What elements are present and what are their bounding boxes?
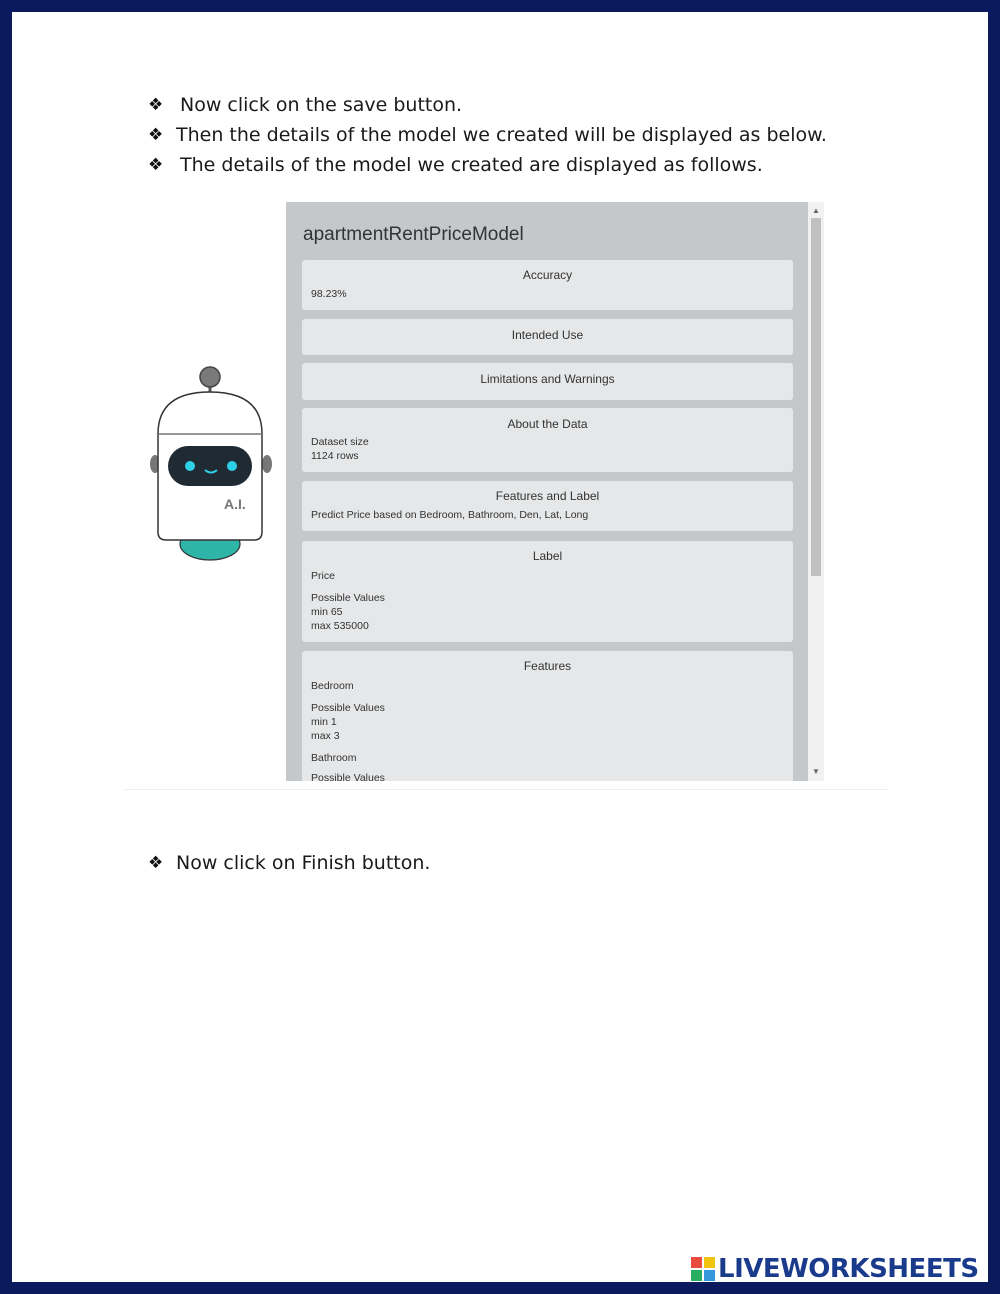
scrollbar[interactable] — [808, 202, 824, 781]
brand-logo[interactable] — [690, 1254, 979, 1284]
instruction-text: The details of the model we created are displayed as follows. — [180, 154, 763, 176]
bullet-diamond-icon: ❖ — [148, 125, 164, 145]
label-header: Label — [532, 549, 563, 563]
limitations-header: Limitations and Warnings — [480, 372, 615, 386]
dataset-size-value: 1124 rows — [311, 450, 359, 462]
instruction-item — [148, 120, 868, 150]
features-label-text: Predict Price based on Bedroom, Bathroom, Den, Lat, Long — [311, 509, 589, 521]
scroll-thumb[interactable] — [811, 218, 821, 576]
feature-possible-values-partial: Possible Values — [311, 772, 385, 781]
feature-possible-values: Possible Values — [311, 702, 385, 714]
about-data-card — [302, 408, 793, 472]
robot-illustration — [148, 364, 276, 564]
bullet-diamond-icon: ❖ — [148, 155, 164, 175]
feature-max: max 3 — [311, 730, 340, 742]
accuracy-header: Accuracy — [522, 268, 573, 282]
bullet-diamond-icon: ❖ — [148, 853, 164, 873]
instruction-item — [148, 848, 868, 878]
robot-icon — [148, 364, 276, 564]
intended-use-header: Intended Use — [511, 328, 584, 342]
scroll-down-arrow-icon[interactable]: ▼ — [812, 767, 820, 776]
robot-label: A.I. — [224, 496, 246, 512]
final-instruction-list — [148, 848, 868, 878]
about-data-header: About the Data — [507, 417, 588, 431]
features-label-card — [302, 481, 793, 531]
instruction-item — [148, 90, 868, 120]
features-header: Features — [523, 659, 572, 673]
model-title: apartmentRentPriceModel — [303, 224, 524, 245]
model-card-panel — [286, 202, 824, 781]
instruction-item — [148, 150, 868, 180]
intended-use-card[interactable] — [302, 319, 793, 355]
dataset-size-label: Dataset size — [311, 436, 369, 448]
label-possible-values: Possible Values — [311, 592, 385, 604]
brand-blocks-icon — [690, 1256, 716, 1282]
brand-name: LIVEWORKSHEETS — [718, 1254, 979, 1284]
label-card — [302, 541, 793, 642]
label-name: Price — [311, 570, 335, 582]
features-label-header: Features and Label — [495, 489, 600, 503]
divider — [124, 789, 888, 790]
scroll-up-arrow-icon[interactable]: ▲ — [812, 206, 820, 215]
label-max: max 535000 — [311, 620, 369, 632]
limitations-card[interactable] — [302, 363, 793, 400]
accuracy-value: 98.23% — [311, 288, 347, 300]
instruction-list — [148, 90, 868, 180]
accuracy-card — [302, 260, 793, 310]
features-card — [302, 651, 793, 781]
label-min: min 65 — [311, 606, 343, 618]
feature-name: Bedroom — [311, 680, 354, 692]
instruction-text: Now click on the save button. — [180, 94, 463, 116]
feature-min: min 1 — [311, 716, 337, 728]
instruction-text: Now click on Finish button. — [176, 852, 431, 874]
instruction-text: Then the details of the model we created will be displayed as below. — [176, 124, 827, 146]
feature-name: Bathroom — [311, 752, 357, 764]
bullet-diamond-icon: ❖ — [148, 95, 164, 115]
